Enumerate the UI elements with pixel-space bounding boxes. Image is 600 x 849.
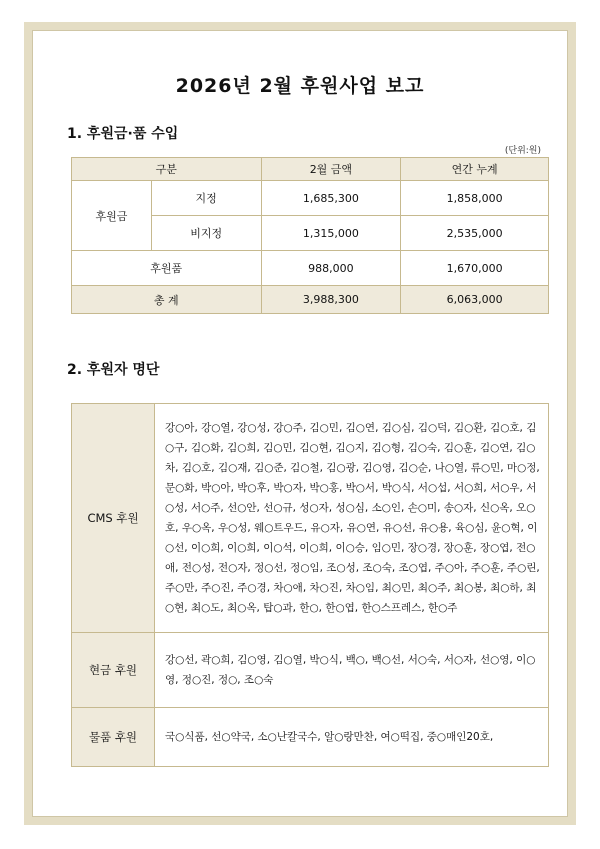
- total-label: 총 계: [72, 286, 262, 314]
- donor-table: [71, 403, 549, 767]
- income-table: [71, 157, 549, 314]
- header-month: 2월 금액: [261, 158, 401, 181]
- page-frame: [24, 22, 576, 825]
- table-row: [72, 633, 549, 708]
- table-row-goods: [72, 251, 549, 286]
- page-inner-border: [32, 30, 568, 817]
- row-month: 1,315,000: [261, 216, 401, 251]
- unit-label: (단위:원): [504, 146, 541, 156]
- section-donor-heading: 2. 후원자 명단: [67, 362, 160, 378]
- row-annual: 1,858,000: [401, 181, 549, 216]
- goods-label: 후원품: [72, 251, 262, 286]
- table-row: [72, 708, 549, 767]
- table-row: [72, 181, 549, 216]
- header-annual: 연간 누계: [401, 158, 549, 181]
- table-row-total: [72, 286, 549, 314]
- row-label: 비지정: [151, 216, 261, 251]
- header-category: 구분: [72, 158, 262, 181]
- page-title: 2026년 2월 후원사업 보고: [175, 75, 425, 97]
- donor-names-cash: 강○선, 곽○희, 김○영, 김○열, 박○식, 백○, 백○선, 서○숙, 서○자, 선○영, 이○영, 정○진, 정○, 조○숙: [155, 633, 549, 708]
- donor-type-cash: 현금 후원: [72, 633, 155, 708]
- donor-names-goods: 국○식품, 선○약국, 소○난칼국수, 알○랑만찬, 여○떡집, 중○매인20호,: [155, 708, 549, 767]
- row-month: 1,685,300: [261, 181, 401, 216]
- donor-type-goods: 물품 후원: [72, 708, 155, 767]
- row-label: 지정: [151, 181, 261, 216]
- donor-names-cms: 강○아, 강○열, 강○성, 강○주, 김○민, 김○연, 김○심, 김○덕, 김○환, 김○호, 김○구, 김○화, 김○희, 김○민, 김○현, 김○지, 김○형, 김○숙, 김○훈, 김○연, 김○차, 김○호, 김○재, 김○준, 김○철, 김○광, 김○영, 김○순, 나○열, 류○민, 마○정, 문○화, 박○아, 박○후, 박○자, 박○홍, 박○서, 박○식, 서○섭, 서○희, 서○우, 서○성, 서○주, 선○안, 선○규, 성○자, 성○심, 소○인, 손○미, 송○자, 신○옥, 오○호, 우○옥, 우○성, 웨○트우드, 유○자, 유○연, 유○선, 유○용, 육○심, 윤○혁, 이○선, 이○희, 이○희, 이○석, 이○희, 이○승, 임○민, 장○경, 장○훈, 장○엽, 전○애, 전○성, 전○자, 정○선, 정○임, 조○성, 조○숙, 조○엽, 주○아, 주○훈, 주○린, 주○만, 주○진, 주○경, 차○애, 차○진, 차○임, 최○민, 최○주, 최○봉, 최○하, 최○현, 최○도, 최○옥, 탑○과, 한○, 한○엽, 한○스프레스, 한○주: [155, 404, 549, 633]
- section-income-heading: 1. 후원금·품 수입: [67, 126, 179, 142]
- total-annual: 6,063,000: [401, 286, 549, 314]
- goods-annual: 1,670,000: [401, 251, 549, 286]
- row-annual: 2,535,000: [401, 216, 549, 251]
- group-label: 후원금: [72, 181, 152, 251]
- total-month: 3,988,300: [261, 286, 401, 314]
- table-row: [72, 404, 549, 633]
- income-table-header: [72, 158, 549, 181]
- goods-month: 988,000: [261, 251, 401, 286]
- donor-type-cms: CMS 후원: [72, 404, 155, 633]
